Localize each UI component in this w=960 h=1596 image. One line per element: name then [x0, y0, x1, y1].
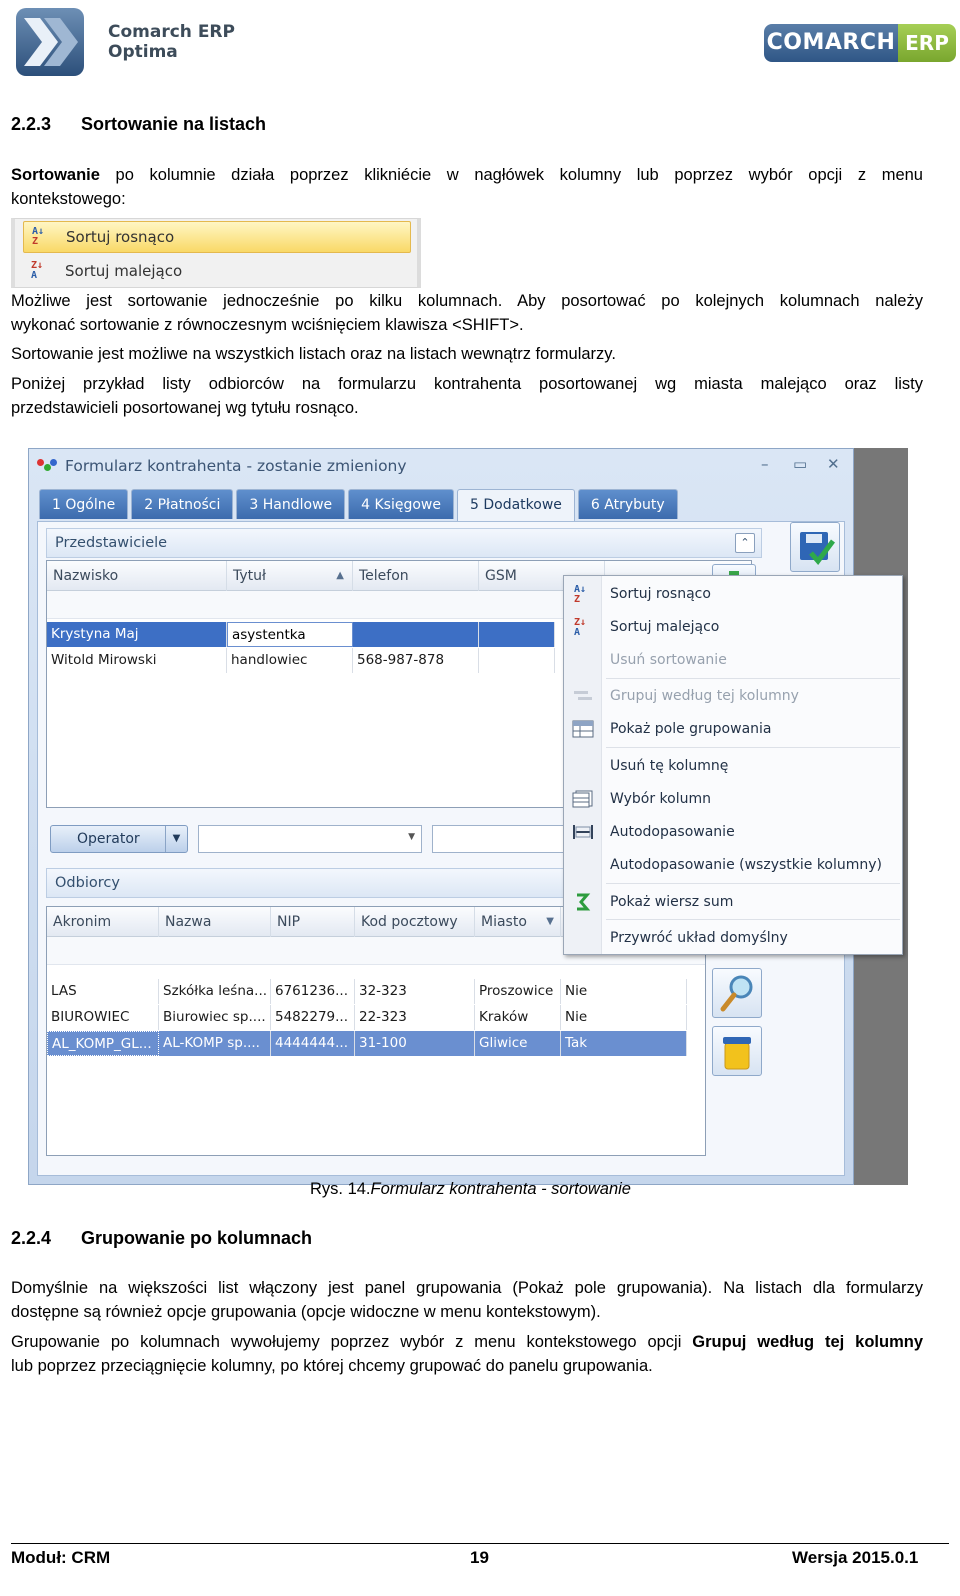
close-button[interactable]: ✕	[827, 455, 840, 473]
menu-item-autofit[interactable]: Autodopasowanie	[564, 816, 902, 848]
sort-desc-item: Z↓ A Sortuj malejąco	[23, 255, 411, 287]
menu-item-sort-asc[interactable]: A↓ Z Sortuj rosnąco	[574, 584, 711, 605]
menu-item-column-chooser[interactable]: Wybór kolumn	[564, 783, 902, 815]
paragraph-group-by-line2: lub poprzez przeciągnięcie kolumny, po której chcemy grupować do panelu grupowania.	[11, 1357, 653, 1375]
col-nazwisko[interactable]: Nazwisko	[47, 561, 227, 591]
tab-ogolne[interactable]: 1 Ogólne	[39, 489, 128, 519]
paragraph-example-line2: przedstawicieli posortowanej wg tytułu rosnąco.	[11, 399, 359, 417]
paragraph-group-by-line1: Grupowanie po kolumnach wywołujemy poprzez wybór z menu kontekstowego opcji Grupuj według tej kolumny	[11, 1333, 924, 1351]
comarch-logo-icon	[14, 6, 86, 78]
operator-value-combo[interactable]	[198, 825, 422, 853]
columns-icon	[572, 790, 594, 808]
collapse-icon[interactable]: ⌃	[735, 533, 755, 553]
group-przedstawiciele-header[interactable]: Przedstawiciele ⌃	[46, 528, 762, 558]
form-screenshot	[28, 448, 908, 1185]
window-title: Formularz kontrahenta - zostanie zmieniony	[65, 457, 407, 475]
product-name: Comarch ERP Optima	[108, 22, 235, 62]
figure-caption: Rys. 14.Formularz kontrahenta - sortowanie	[310, 1180, 631, 1198]
col-tytul[interactable]: Tytuł ▲	[227, 561, 353, 591]
chevron-down-icon: ▼	[165, 826, 187, 852]
tab-dodatkowe[interactable]: 5 Dodatkowe	[457, 489, 575, 523]
menu-item-autofit-all[interactable]: Autodopasowanie (wszystkie kolumny)	[610, 857, 883, 873]
app-icon	[37, 459, 59, 473]
paragraph-grouping-line1: Domyślnie na większości list włączony jest panel grupowania (Pokaż pole grupowania). Na listach dla formularzy	[11, 1279, 923, 1297]
tab-atrybuty[interactable]: 6 Atrybuty	[578, 489, 678, 519]
trash-icon	[713, 1027, 761, 1075]
paragraph-sorting-line2: kontekstowego:	[11, 190, 126, 208]
group-odbiorcy-header[interactable]: Odbiorcy	[46, 868, 762, 898]
window-titlebar	[29, 449, 853, 483]
section-heading-223: 2.2.3 Sortowanie na listach	[11, 114, 267, 134]
table-row-selected[interactable]: AL_KOMP_GL... AL-KOMP sp.... 4444444... 31-100 Gliwice Tak	[47, 1031, 705, 1056]
comarch-erp-logo: COMARCH ERP	[764, 24, 956, 62]
paragraph-multisort-line1: Możliwe jest sortowanie jednocześnie po kilku kolumnach. Aby posortować po kolejnych kolumnach należy	[11, 292, 923, 310]
menu-item-sort-desc[interactable]: Z↓ A Sortuj malejąco	[574, 617, 720, 638]
form-tabs	[39, 489, 681, 523]
delete-button[interactable]	[712, 1026, 762, 1076]
tab-ksiegowe[interactable]: 4 Księgowe	[348, 489, 454, 519]
magnifier-icon	[713, 969, 761, 1017]
save-icon	[791, 523, 839, 571]
menu-item-show-sum-row[interactable]: Pokaż wiersz sum	[564, 886, 902, 918]
sort-asc-icon: A↓ Z	[32, 226, 45, 247]
section-heading-224: 2.2.4 Grupowanie po kolumnach	[11, 1228, 313, 1248]
table-row[interactable]: Krystyna Maj asystentka	[47, 622, 751, 647]
col-akronim[interactable]: Akronim	[47, 907, 159, 937]
menu-item-remove-column[interactable]: Usuń tę kolumnę	[610, 758, 729, 774]
table-row[interactable]: Witold Mirowski handlowiec 568-987-878	[47, 648, 751, 673]
table-row[interactable]: LAS Szkółka leśna... 6761236... 32-323 Proszowice Nie	[47, 979, 705, 1004]
page-number: 19	[470, 1548, 489, 1567]
sort-asc-item: A↓ Z Sortuj rosnąco	[23, 221, 411, 253]
sort-desc-icon: Z↓ A	[574, 617, 587, 638]
sum-icon	[572, 893, 594, 911]
autofit-icon	[572, 823, 594, 841]
sort-menu-example	[11, 218, 421, 288]
operator-dropdown[interactable]: Operator ▼	[50, 825, 188, 853]
col-telefon[interactable]: Telefon	[353, 561, 479, 591]
table-row[interactable]: BIUROWIEC Biurowiec sp.... 5482279... 22-323 Kraków Nie	[47, 1005, 705, 1030]
col-kod-pocztowy[interactable]: Kod pocztowy	[355, 907, 475, 937]
save-button[interactable]	[790, 522, 840, 572]
footer-version: Wersja 2015.0.1	[792, 1548, 919, 1567]
group-icon	[572, 687, 594, 705]
context-menu	[563, 575, 903, 955]
sort-asc-icon: A↓ Z	[574, 584, 587, 605]
minimize-button[interactable]: –	[761, 455, 769, 473]
paragraph-all-lists: Sortowanie jest możliwe na wszystkich listach oraz na listach wewnątrz formularzy.	[11, 345, 616, 363]
paragraph-example-line1: Poniżej przykład listy odbiorców na formularzu kontrahenta posortowanej wg miasta malejąco oraz listy	[11, 375, 923, 393]
group-panel-icon	[572, 720, 594, 738]
menu-item-clear-sort[interactable]: Usuń sortowanie	[610, 652, 727, 668]
sort-desc-icon: Z↓ A	[31, 260, 44, 281]
chevron-down-icon: ▼	[408, 832, 415, 842]
filter-input[interactable]	[432, 825, 572, 853]
paragraph-multisort-line2: wykonać sortowanie z równoczesnym wciśnięciem klawisza <SHIFT>.	[11, 316, 524, 334]
sort-down-icon: ▼	[546, 916, 554, 927]
col-gsm[interactable]: GSM	[479, 561, 605, 591]
col-miasto[interactable]: Miasto ▼	[475, 907, 561, 937]
tab-platnosci[interactable]: 2 Płatności	[131, 489, 233, 519]
menu-item-group-by-column[interactable]: Grupuj według tej kolumny	[564, 680, 902, 712]
paragraph-sorting-line1: Sortowanie po kolumnie działa poprzez klikniécie w nagłówek kolumny lub poprzez wybór opcji z menu	[11, 166, 923, 184]
tab-handlowe[interactable]: 3 Handlowe	[236, 489, 345, 519]
footer-module: Moduł: CRM	[11, 1548, 111, 1567]
menu-item-restore-layout[interactable]: Przywróć układ domyślny	[610, 930, 788, 946]
col-nip[interactable]: NIP	[271, 907, 355, 937]
sort-up-icon: ▲	[336, 570, 344, 581]
maximize-button[interactable]: ▭	[793, 455, 808, 473]
col-nazwa[interactable]: Nazwa	[159, 907, 271, 937]
preview-button[interactable]	[712, 968, 762, 1018]
footer-divider	[11, 1543, 949, 1544]
paragraph-grouping-line2: dostępne są również opcje grupowania (opcje widoczne w menu kontekstowym).	[11, 1303, 601, 1321]
menu-item-show-group-panel[interactable]: Pokaż pole grupowania	[564, 713, 902, 745]
